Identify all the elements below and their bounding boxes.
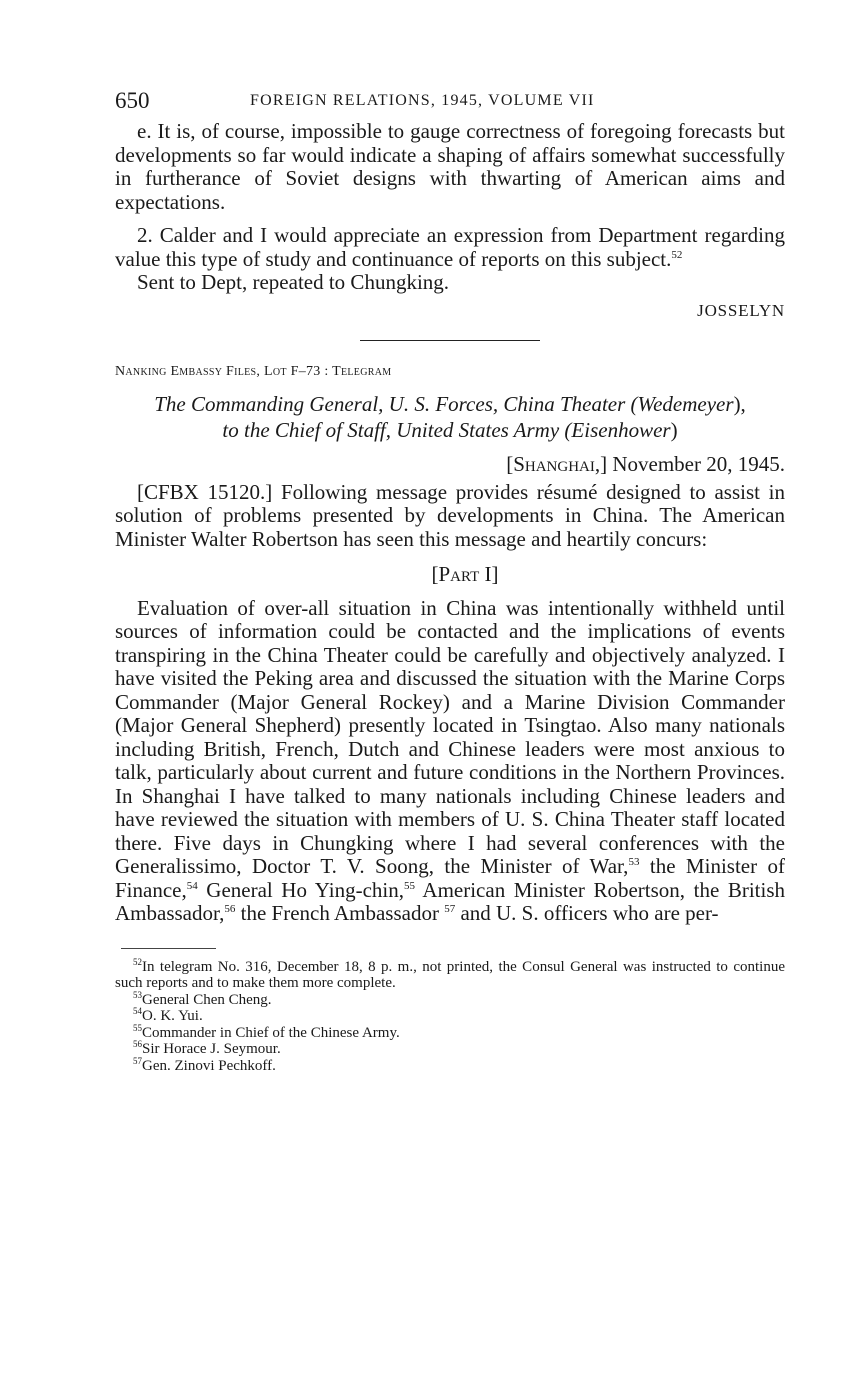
footnote-divider: [121, 948, 216, 949]
opening-paragraph: [CFBX 15120.] Following message provides résumé designed to assist in solution of problems presented by developments in China. The American Minister Walter Robertson has seen this message and heartily concurs:: [115, 479, 785, 551]
heading-line1-name: Wedemeyer: [637, 392, 734, 416]
footnote-text: Commander in Chief of the Chinese Army.: [142, 1024, 400, 1041]
paragraph-e: e. It is, of course, impossible to gauge correctness of foregoing forecasts but developments so far would indicate a shaping of affairs somewhat successfully in furtherance of Soviet designs with thwarting of American aims and expectations.: [115, 119, 785, 214]
running-head-title: FOREIGN RELATIONS, 1945, VOLUME VII: [250, 92, 595, 109]
footnote-54: [115, 1008, 785, 1025]
signature: JOSSELYN: [697, 300, 785, 320]
heading-line1-end: ),: [733, 392, 746, 416]
footnote-ref-52: 52: [671, 248, 683, 261]
heading-line2-name: Eisenhower: [571, 418, 671, 442]
part-number: I]: [479, 562, 499, 586]
body-text-5: the French Ambassador: [235, 901, 445, 925]
body-text-3: General Ho Ying-chin,: [197, 877, 404, 902]
footnote-mark: 57: [133, 1055, 142, 1066]
footnote-text: Gen. Zinovi Pechkoff.: [142, 1057, 276, 1074]
footnote-ref-55: 55: [404, 879, 415, 892]
footnote-text: Sir Horace J. Seymour.: [142, 1041, 281, 1057]
footnote-53: [115, 989, 785, 1009]
body-text-1: Evaluation of over-all situation in China was intentionally withheld until sources of information could be contacted and the implications of events transpiring in the China Theater could be carefully and objectively analyzed. I have visited the Peking area and discussed the situation with the Marine Corps Commander (Major General Rockey) and a Marine Division Commander (Major General Shepherd) presently located in Tsingtao. Also many nationals including British, French, Dutch and Chinese leaders were most anxious to talk, particularly about current and future conditions in the Northern Provinces. In Shanghai I have talked to many nationals including Chinese leaders and have reviewed the situation with members of U. S. China Theater staff located there. Five days in Chungking where I had several conferences with the Generalissimo, Doctor T. V. Soong, the Minister of War,: [115, 595, 785, 878]
footnote-55: [115, 1022, 785, 1042]
footnote-ref-54: 54: [186, 879, 198, 892]
dateline-place: [Shanghai,]: [506, 452, 608, 476]
sent-line: Sent to Dept, repeated to Chungking.: [137, 270, 450, 294]
section-divider: [360, 340, 540, 341]
heading-line2-end: ): [670, 418, 678, 442]
footnote-ref-56: 56: [224, 903, 236, 915]
part-bracket: [: [431, 562, 439, 586]
footnote-mark: 54: [133, 1006, 142, 1016]
footnote-ref-57: 57: [444, 903, 456, 915]
document-page: [115, 84, 785, 1074]
footnote-56: [115, 1041, 785, 1058]
footnote-mark: 52: [133, 956, 142, 967]
part-heading: [115, 563, 785, 587]
page-number: 650: [115, 88, 150, 113]
footnote-mark: 56: [133, 1039, 142, 1049]
heading-line1-part: The Commanding General, U. S. Forces, China Theater (: [154, 392, 638, 416]
heading-line2-part: to the Chief of Staff, United States Army (: [222, 418, 572, 442]
dateline-date: November 20, 1945.: [607, 452, 785, 476]
body-paragraph: [115, 597, 785, 926]
footnote-ref-53: 53: [628, 856, 640, 868]
running-head: [115, 84, 785, 120]
document-heading: [115, 391, 785, 443]
footnotes: [115, 956, 785, 1075]
footnote-57: [115, 1055, 785, 1075]
paragraph-2-text: 2. Calder and I would appreciate an expression from Department regarding value this type of study and continuance of reports on this subject.: [115, 223, 785, 271]
body-text-2: the Minister of Finance,: [115, 854, 786, 902]
body-text-4: American Minister Robertson, the British Ambassador,: [115, 877, 785, 925]
footnote-52: [115, 956, 785, 992]
footnote-text: General Chen Cheng.: [142, 991, 272, 1008]
footnote-mark: 55: [133, 1022, 142, 1033]
source-line: Nanking Embassy Files, Lot F–73 : Telegram: [115, 364, 392, 379]
paragraph-2: [115, 224, 785, 271]
dateline: [115, 453, 785, 477]
body-text-6: and U. S. officers who are per-: [455, 901, 719, 925]
footnote-text: O. K. Yui.: [142, 1008, 203, 1024]
footnote-mark: 53: [133, 989, 142, 1000]
footnote-text: In telegram No. 316, December 18, 8 p. m., not printed, the Consul General was instructed to continue such reports and to make them more complete.: [115, 958, 785, 991]
part-word: Part: [438, 562, 480, 586]
